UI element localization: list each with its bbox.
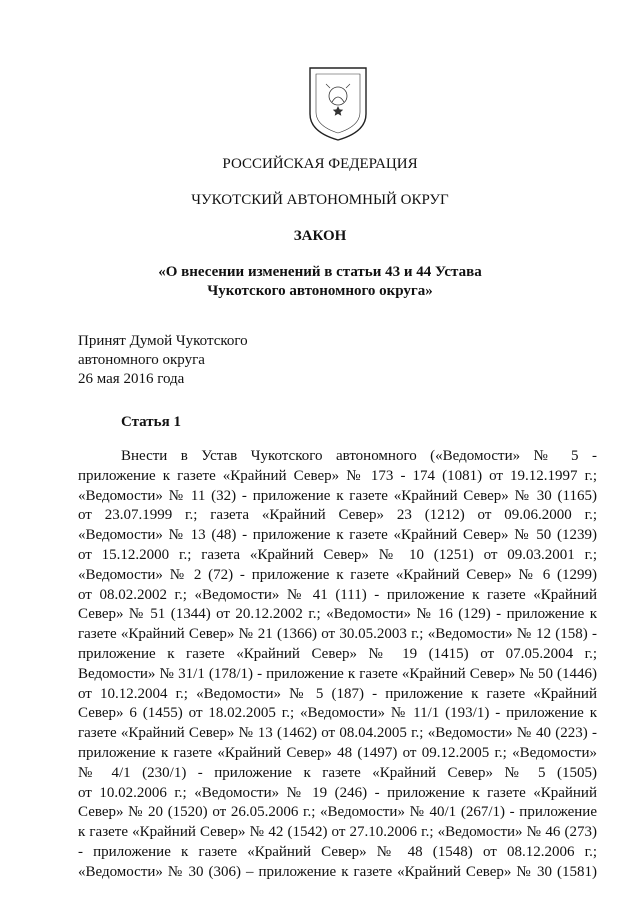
coat-of-arms-emblem: [304, 62, 372, 144]
body-line: «Ведомости» № 30 (306) – приложение к газете «Крайний Север» № 30 (1581): [78, 863, 597, 880]
body-line: № 4/1 (230/1) - приложение к газете «Крайний Север» № 5 (1505): [78, 764, 597, 781]
body-line: Север» № 51 (1344) от 20.12.2002 г.; «Ведомости» № 16 (129) - приложение к: [78, 606, 597, 623]
body-line: приложение к газете «Крайний Север» 48 (1497) от 09.12.2005 г.; «Ведомости»: [78, 744, 597, 761]
body-line: от 08.02.2002 г.; «Ведомости» № 41 (111) - приложение к газете «Крайний: [78, 586, 597, 603]
document-type-heading: ЗАКОН: [293, 228, 347, 244]
body-line: газете «Крайний Север» № 13 (1462) от 08.04.2005 г.; «Ведомости» № 40 (223) -: [78, 725, 597, 742]
region-heading: ЧУКОТСКИЙ АВТОНОМНЫЙ ОКРУГ: [191, 192, 449, 208]
body-line: от 10.12.2004 г.; «Ведомости» № 5 (187) - приложение к газете «Крайний: [78, 685, 597, 702]
body-line: «Ведомости» № 11 (32) - приложение к газете «Крайний Север» № 30 (1165): [78, 487, 597, 504]
body-line: Север» № 20 (1520) от 26.05.2006 г.; «Ведомости» № 40/1 (267/1) - приложение: [78, 804, 597, 821]
article-body: [78, 447, 597, 883]
adoption-block: [78, 332, 248, 389]
body-line: Север» 6 (1455) от 18.02.2005 г.; «Ведомости» № 11/1 (193/1) - приложение к: [78, 705, 597, 722]
adoption-date: 26 мая 2016 года: [78, 371, 185, 387]
adoption-line: Принят Думой Чукотского: [78, 333, 248, 349]
body-line: «Ведомости» № 2 (72) - приложение к газете «Крайний Север» № 6 (1299): [78, 566, 597, 583]
body-line: от 15.12.2000 г.; газета «Крайний Север» № 10 (1251) от 09.03.2001 г.;: [78, 546, 597, 563]
adoption-line: автономного округа: [78, 352, 205, 368]
body-line: приложение к газете «Крайний Север» № 173 - 174 (1081) от 19.12.1997 г.;: [78, 467, 597, 484]
body-line: Внести в Устав Чукотского автономного («Ведомости» № 5 -: [121, 448, 597, 464]
body-line: газете «Крайний Север» № 21 (1366) от 30.05.2003 г.; «Ведомости» № 12 (158) -: [78, 626, 597, 643]
law-title-line-1: «О внесении изменений в статьи 43 и 44 Устава: [158, 264, 482, 280]
body-line: - приложение к газете «Крайний Север» № 48 (1548) от 08.12.2006 г.;: [78, 843, 597, 860]
article-title: Статья 1: [121, 414, 181, 430]
body-line: от 10.02.2006 г.; «Ведомости» № 19 (246) - приложение к газете «Крайний: [78, 784, 597, 801]
body-line: «Ведомости» № 13 (48) - приложение к газете «Крайний Север» № 50 (1239): [78, 527, 597, 544]
law-title-line-2: Чукотского автономного округа»: [207, 283, 433, 299]
body-line: от 23.07.1999 г.; газета «Крайний Север» 23 (1212) от 09.06.2000 г.;: [78, 507, 597, 524]
body-line: приложение к газете «Крайний Север» № 19 (1415) от 07.05.2004 г.;: [78, 645, 597, 662]
body-line: к газете «Крайний Север» № 42 (1542) от 27.10.2006 г.; «Ведомости» № 46 (273): [78, 824, 597, 841]
body-line: Ведомости» № 31/1 (178/1) - приложение к газете «Крайний Север» № 50 (1446): [78, 665, 597, 682]
country-heading: РОССИЙСКАЯ ФЕДЕРАЦИЯ: [222, 156, 418, 172]
